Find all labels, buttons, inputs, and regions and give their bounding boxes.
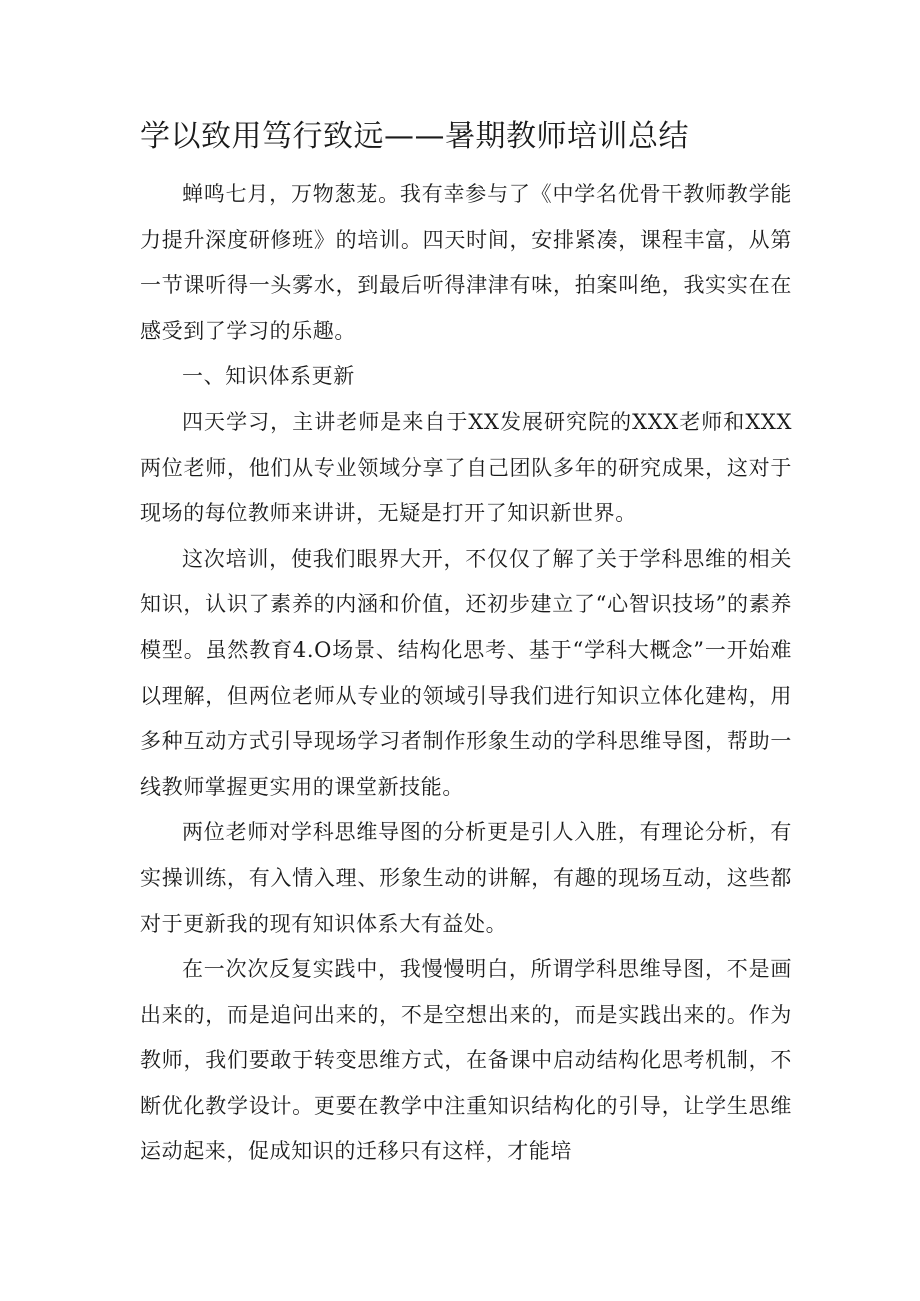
paragraph-mind-map-analysis: 两位老师对学科思维导图的分析更是引人入胜，有理论分析，有实操训练，有入情入理、形象生动的讲解，有趣的现场互动，这些都对于更新我的现有知识体系大有益处。 [140, 820, 792, 936]
section-heading-knowledge-update: 一、知识体系更新 [182, 364, 355, 389]
document-title: 学以致用笃行致远——暑期教师培训总结 [140, 119, 689, 154]
paragraph-training-content: 这次培训，使我们眼界大开，不仅仅了解了关于学科思维的相关知识，认识了素养的内涵和价值，还初步建立了“心智识技场”的素养模型。虽然教育4.O场景、结构化思考、基于“学科大概念”一开始难以理解，但两位老师从专业的领域引导我们进行知识立体化建构，用多种互动方式引导现场学习者制作形象生动的学科思维导图，帮助一线教师掌握更实用的课堂新技能。 [140, 546, 792, 799]
paragraph-intro: 蝉鸣七月，万物葱茏。我有幸参与了《中学名优骨干教师教学能力提升深度研修班》的培训。四天时间，安排紧凑，课程丰富，从第一节课听得一头雾水，到最后听得津津有味，拍案叫绝，我实实在在感受到了学习的乐趣。 [140, 182, 792, 343]
paragraph-lecturers: 四天学习，主讲老师是来自于XX发展研究院的XXX老师和XXX两位老师，他们从专业领域分享了自己团队多年的研究成果，这对于现场的每位教师来讲讲，无疑是打开了知识新世界。 [140, 409, 792, 526]
paragraph-practice-reflection: 在一次次反复实践中，我慢慢明白，所谓学科思维导图，不是画出来的，而是追问出来的，不是空想出来的，而是实践出来的。作为教师，我们要敢于转变思维方式，在备课中启动结构化思考机制，不断优化教学设计。更要在教学中注重知识结构化的引导，让学生思维运动起来，促成知识的迁移只有这样，才能培 [140, 957, 792, 1164]
